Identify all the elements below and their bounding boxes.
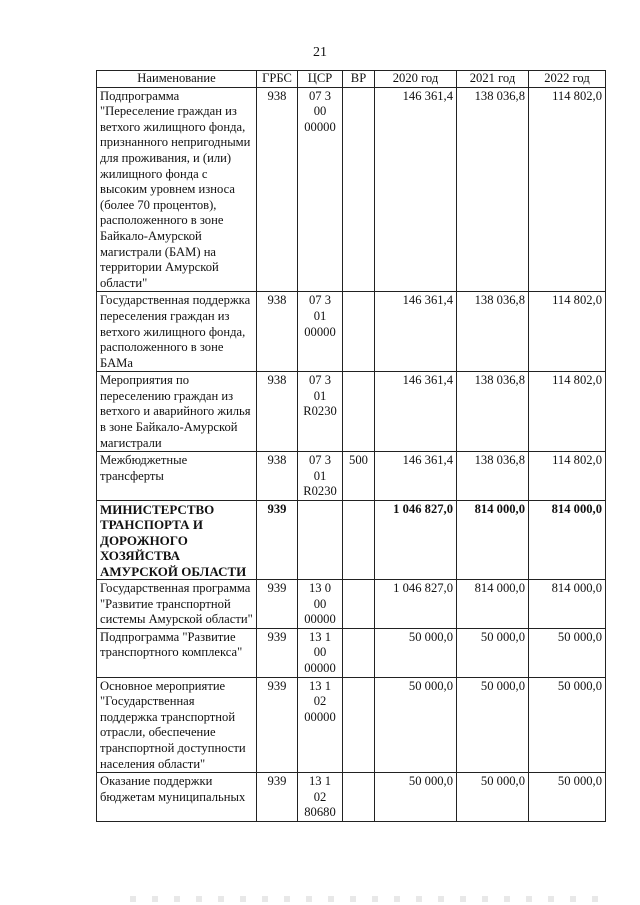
row-2022-cell: 50 000,0 [529, 677, 606, 773]
row-csr-cell: 13 1 02 00000 [298, 677, 343, 773]
row-csr-cell: 13 1 00 00000 [298, 628, 343, 677]
row-vr-cell [343, 87, 375, 292]
header-2022: 2022 год [529, 71, 606, 88]
row-2022-cell: 114 802,0 [529, 292, 606, 372]
table-row [97, 372, 606, 452]
row-name-cell: Государственная поддержка переселения граждан из ветхого жилищного фонда, расположенного в зоне БАМа [97, 292, 257, 372]
row-name-cell: Оказание поддержки бюджетам муниципальных [97, 773, 257, 822]
row-2021-cell: 50 000,0 [457, 773, 529, 822]
row-2020-cell: 146 361,4 [375, 452, 457, 501]
row-2022-cell: 114 802,0 [529, 87, 606, 292]
row-2022-cell: 50 000,0 [529, 628, 606, 677]
table-header-row [97, 71, 606, 88]
row-csr-cell: 07 3 00 00000 [298, 87, 343, 292]
row-grbs-cell: 939 [257, 773, 298, 822]
table-row [97, 452, 606, 501]
row-grbs-cell: 938 [257, 87, 298, 292]
row-2021-cell: 138 036,8 [457, 452, 529, 501]
row-2022-cell: 814 000,0 [529, 501, 606, 580]
row-name-cell: Государственная программа "Развитие транспортной системы Амурской области" [97, 580, 257, 629]
row-vr-cell [343, 773, 375, 822]
row-2020-cell: 146 361,4 [375, 87, 457, 292]
row-name-cell: МИНИСТЕРСТВО ТРАНСПОРТА И ДОРОЖНОГО ХОЗЯЙСТВА АМУРСКОЙ ОБЛАСТИ [97, 501, 257, 580]
row-vr-cell: 500 [343, 452, 375, 501]
header-grbs: ГРБС [257, 71, 298, 88]
row-vr-cell [343, 677, 375, 773]
row-2020-cell: 1 046 827,0 [375, 580, 457, 629]
page-number: 21 [313, 45, 327, 60]
table-row [97, 580, 606, 629]
row-grbs-cell: 939 [257, 580, 298, 629]
row-vr-cell [343, 292, 375, 372]
row-2021-cell: 50 000,0 [457, 628, 529, 677]
row-vr-cell [343, 501, 375, 580]
header-name: Наименование [97, 71, 257, 88]
row-vr-cell [343, 372, 375, 452]
row-2020-cell: 146 361,4 [375, 292, 457, 372]
table-row [97, 773, 606, 822]
row-2021-cell: 138 036,8 [457, 292, 529, 372]
row-2020-cell: 1 046 827,0 [375, 501, 457, 580]
row-2021-cell: 50 000,0 [457, 677, 529, 773]
table-row [97, 501, 606, 580]
row-name-cell: Подпрограмма "Переселение граждан из ветхого жилищного фонда, признанного непригодными для проживания, и (или) жилищного фонда с высоким уровнем износа (более 70 процентов), расположенного в зоне Байкало-Амурской магистрали (БАМ) на территории Амурской области" [97, 87, 257, 292]
row-csr-cell [298, 501, 343, 580]
row-grbs-cell: 939 [257, 677, 298, 773]
row-2021-cell: 138 036,8 [457, 87, 529, 292]
row-2020-cell: 146 361,4 [375, 372, 457, 452]
table-body [97, 87, 606, 821]
header-2020: 2020 год [375, 71, 457, 88]
row-csr-cell: 07 3 01 R0230 [298, 452, 343, 501]
row-grbs-cell: 938 [257, 372, 298, 452]
row-2020-cell: 50 000,0 [375, 773, 457, 822]
row-grbs-cell: 938 [257, 292, 298, 372]
row-name-cell: Межбюджетные трансферты [97, 452, 257, 501]
row-2021-cell: 138 036,8 [457, 372, 529, 452]
row-2022-cell: 50 000,0 [529, 773, 606, 822]
row-2022-cell: 114 802,0 [529, 372, 606, 452]
table-row [97, 292, 606, 372]
row-2020-cell: 50 000,0 [375, 628, 457, 677]
row-csr-cell: 13 1 02 80680 [298, 773, 343, 822]
header-csr: ЦСР [298, 71, 343, 88]
row-csr-cell: 07 3 01 00000 [298, 292, 343, 372]
row-vr-cell [343, 628, 375, 677]
header-vr: ВР [343, 71, 375, 88]
row-grbs-cell: 939 [257, 501, 298, 580]
table-row [97, 87, 606, 292]
row-grbs-cell: 938 [257, 452, 298, 501]
table-row [97, 677, 606, 773]
row-grbs-cell: 939 [257, 628, 298, 677]
table-row [97, 628, 606, 677]
budget-table [96, 70, 606, 822]
row-csr-cell: 13 0 00 00000 [298, 580, 343, 629]
row-2021-cell: 814 000,0 [457, 501, 529, 580]
row-2021-cell: 814 000,0 [457, 580, 529, 629]
row-name-cell: Основное мероприятие "Государственная поддержка транспортной отрасли, обеспечение транспортной доступности населения области" [97, 677, 257, 773]
scan-artifact [130, 896, 610, 902]
row-vr-cell [343, 580, 375, 629]
row-csr-cell: 07 3 01 R0230 [298, 372, 343, 452]
row-2022-cell: 814 000,0 [529, 580, 606, 629]
row-name-cell: Подпрограмма "Развитие транспортного комплекса" [97, 628, 257, 677]
row-name-cell: Мероприятия по переселению граждан из ветхого и аварийного жилья в зоне Байкало-Амурской магистрали [97, 372, 257, 452]
row-2022-cell: 114 802,0 [529, 452, 606, 501]
header-2021: 2021 год [457, 71, 529, 88]
row-2020-cell: 50 000,0 [375, 677, 457, 773]
